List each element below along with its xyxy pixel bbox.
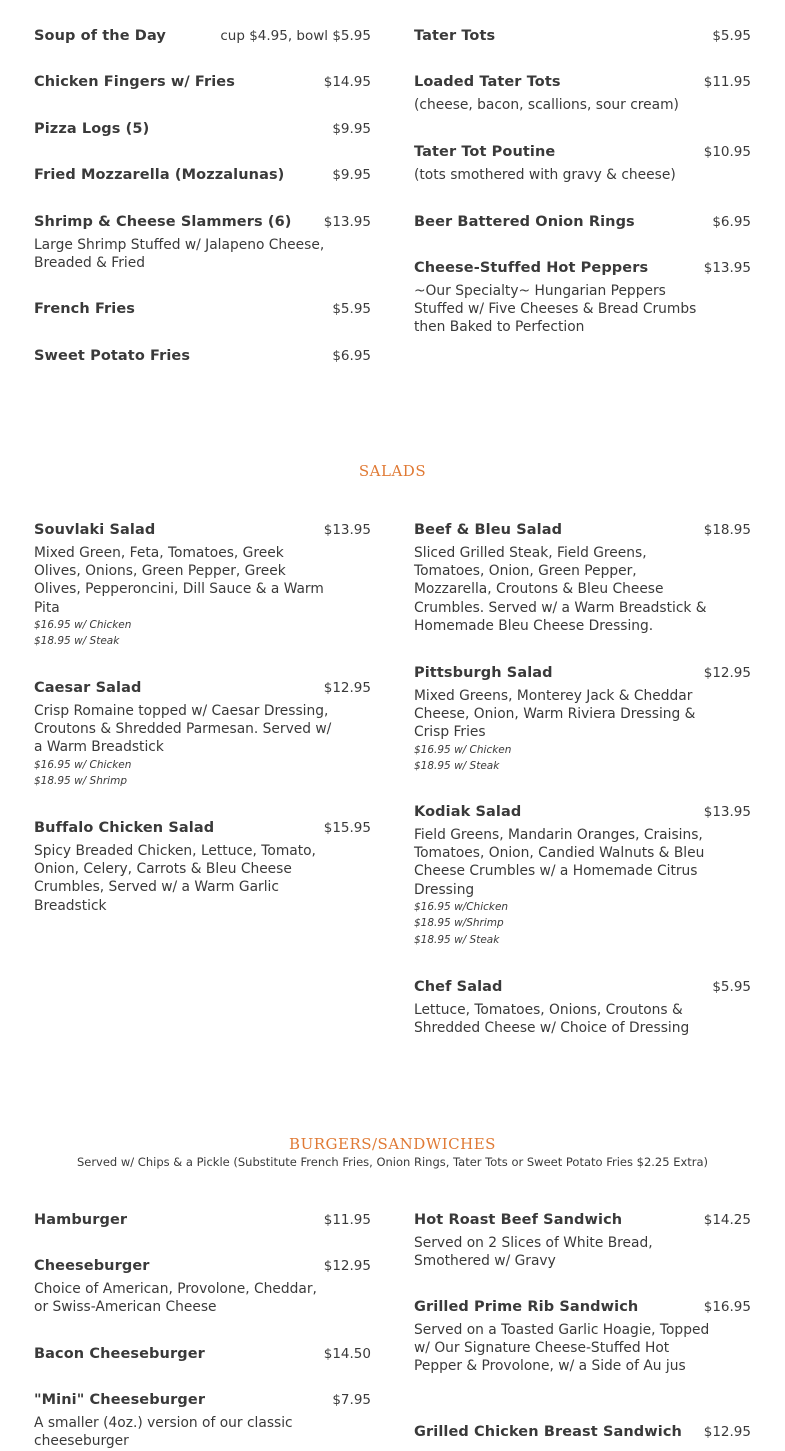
menu-item: [34, 1346, 371, 1362]
item-name: Caesar Salad: [34, 680, 142, 696]
item-description: Choice of American, Provolone, Cheddar, or Swiss-American Cheese: [34, 1281, 317, 1316]
item-description: A smaller (4oz.) version of our classic cheeseburger: [34, 1415, 293, 1450]
item-price: $16.95: [703, 1299, 751, 1315]
menu-item: [34, 1258, 371, 1316]
menu-item: [414, 1299, 751, 1376]
item-description: Served on 2 Slices of White Bread, Smothered w/ Gravy: [414, 1235, 653, 1270]
item-price: $13.95: [323, 214, 371, 230]
item-price: $14.95: [323, 74, 371, 90]
item-description: Field Greens, Mandarin Oranges, Craisins, Tomatoes, Onion, Candied Walnuts & Bleu Cheese Crumbles w/ a Homemade Citrus Dressing: [414, 827, 705, 898]
menu-item: [34, 1212, 371, 1228]
item-price: $13.95: [323, 522, 371, 538]
price-option: $16.95 w/ Chicken: [34, 618, 132, 631]
salads-heading: SALADS: [358, 462, 427, 480]
item-price: $11.95: [323, 1212, 371, 1228]
item-name: Shrimp & Cheese Slammers (6): [34, 214, 292, 230]
item-description: Served on a Toasted Garlic Hoagie, Topped w/ Our Signature Cheese-Stuffed Hot Pepper & Provolone, w/ a Side of Au jus: [414, 1322, 710, 1375]
item-name: Hamburger: [34, 1212, 128, 1228]
item-price: $18.95: [703, 522, 751, 538]
menu-item: [414, 260, 751, 337]
item-description: Lettuce, Tomatoes, Onions, Croutons & Shredded Cheese w/ Choice of Dressing: [414, 1002, 690, 1037]
item-price: $6.95: [332, 348, 371, 364]
menu-item: [34, 820, 371, 915]
price-option: $18.95 w/ Steak: [414, 933, 500, 946]
item-price: $11.95: [703, 74, 751, 90]
item-price: $9.95: [332, 167, 371, 183]
menu-item: [414, 665, 751, 775]
item-price: $5.95: [712, 979, 751, 995]
price-option: $16.95 w/ Chicken: [34, 758, 132, 771]
menu-item: [414, 214, 751, 230]
item-name: Chef Salad: [414, 979, 503, 995]
item-name: Cheese-Stuffed Hot Peppers: [414, 260, 649, 276]
menu-item: [414, 1424, 751, 1440]
item-price: $6.95: [712, 214, 751, 230]
menu-item: [34, 522, 371, 650]
item-price: $12.95: [323, 1258, 371, 1274]
menu-item: [34, 167, 371, 183]
item-name: Cheeseburger: [34, 1258, 150, 1274]
menu-item: [414, 28, 751, 44]
item-name: Kodiak Salad: [414, 804, 522, 820]
item-name: Grilled Chicken Breast Sandwich: [414, 1424, 682, 1440]
item-name: Pizza Logs (5): [34, 121, 150, 137]
item-price: $12.95: [323, 680, 371, 696]
item-price: $9.95: [332, 121, 371, 137]
item-description: Crisp Romaine topped w/ Caesar Dressing, Croutons & Shredded Parmesan. Served w/ a Warm Breadstick: [34, 703, 332, 756]
item-description: Mixed Greens, Monterey Jack & Cheddar Cheese, Onion, Warm Riviera Dressing & Crisp Fries: [414, 688, 696, 741]
item-name: Buffalo Chicken Salad: [34, 820, 215, 836]
item-description: Mixed Green, Feta, Tomatoes, Greek Olives, Onions, Green Pepper, Greek Olives, Pepperoncini, Dill Sauce & a Warm Pita: [34, 545, 324, 616]
item-name: Fried Mozzarella (Mozzalunas): [34, 167, 285, 183]
item-name: "Mini" Cheeseburger: [34, 1392, 206, 1408]
item-description: ~Our Specialty~ Hungarian Peppers Stuffed w/ Five Cheeses & Bread Crumbs then Baked to Perfection: [414, 283, 697, 336]
item-name: Grilled Prime Rib Sandwich: [414, 1299, 639, 1315]
item-name: Hot Roast Beef Sandwich: [414, 1212, 623, 1228]
menu-item: [414, 1212, 751, 1270]
menu-item: [414, 144, 751, 184]
item-price: $12.95: [703, 665, 751, 681]
item-name: Loaded Tater Tots: [414, 74, 561, 90]
item-price: $13.95: [703, 260, 751, 276]
item-description: Sliced Grilled Steak, Field Greens, Tomatoes, Onion, Green Pepper, Mozzarella, Croutons & Bleu Cheese Crumbles. Served w/ a Warm Breadstick & Homemade Bleu Cheese Dressing.: [414, 545, 707, 634]
price-option: $18.95 w/ Shrimp: [34, 775, 127, 788]
item-price: $15.95: [323, 820, 371, 836]
price-option: $18.95 w/ Steak: [414, 760, 500, 773]
item-name: Beef & Bleu Salad: [414, 522, 563, 538]
menu-item: [34, 121, 371, 137]
item-name: Sweet Potato Fries: [34, 348, 191, 364]
menu-item: [34, 28, 371, 44]
item-description: (cheese, bacon, scallions, sour cream): [414, 97, 679, 113]
menu-item: [34, 214, 371, 272]
menu-item: [34, 1392, 371, 1450]
item-name: Souvlaki Salad: [34, 522, 156, 538]
item-name: Chicken Fingers w/ Fries: [34, 74, 235, 90]
item-name: Bacon Cheeseburger: [34, 1346, 205, 1362]
item-price: $14.50: [323, 1346, 371, 1362]
item-price: $10.95: [703, 144, 751, 160]
burgers-note: Served w/ Chips & a Pickle (Substitute French Fries, Onion Rings, Tater Tots or Sweet Potato Fries $2.25 Extra): [76, 1155, 709, 1169]
item-description: Spicy Breaded Chicken, Lettuce, Tomato, Onion, Celery, Carrots & Bleu Cheese Crumbles, Served w/ a Warm Garlic Breadstick: [34, 843, 316, 914]
item-price: $5.95: [332, 301, 371, 317]
price-option: $16.95 w/Chicken: [414, 900, 509, 913]
menu-item: [34, 680, 371, 790]
price-option: $16.95 w/ Chicken: [414, 743, 512, 756]
item-description: (tots smothered with gravy & cheese): [414, 167, 676, 183]
item-name: Soup of the Day: [34, 28, 166, 44]
item-name: Tater Tots: [414, 28, 496, 44]
item-price: $12.95: [703, 1424, 751, 1440]
item-price: $7.95: [332, 1392, 371, 1408]
item-description: Large Shrimp Stuffed w/ Jalapeno Cheese, Breaded & Fried: [34, 237, 325, 272]
item-name: Pittsburgh Salad: [414, 665, 553, 681]
item-price: $13.95: [703, 804, 751, 820]
menu-item: [414, 804, 751, 948]
price-option: $18.95 w/ Steak: [34, 635, 120, 648]
item-price: cup $4.95, bowl $5.95: [220, 28, 371, 44]
item-name: Beer Battered Onion Rings: [414, 214, 635, 230]
menu-item: [414, 522, 751, 635]
burgers-heading: BURGERS/SANDWICHES: [289, 1135, 496, 1153]
menu-item: [414, 979, 751, 1037]
menu-item: [34, 348, 371, 364]
menu-item: [34, 74, 371, 90]
item-name: Tater Tot Poutine: [414, 144, 556, 160]
item-price: $5.95: [712, 28, 751, 44]
item-price: $14.25: [703, 1212, 751, 1228]
item-name: French Fries: [34, 301, 136, 317]
menu-item: [414, 74, 751, 114]
price-option: $18.95 w/Shrimp: [414, 917, 504, 930]
menu-item: [34, 301, 371, 317]
